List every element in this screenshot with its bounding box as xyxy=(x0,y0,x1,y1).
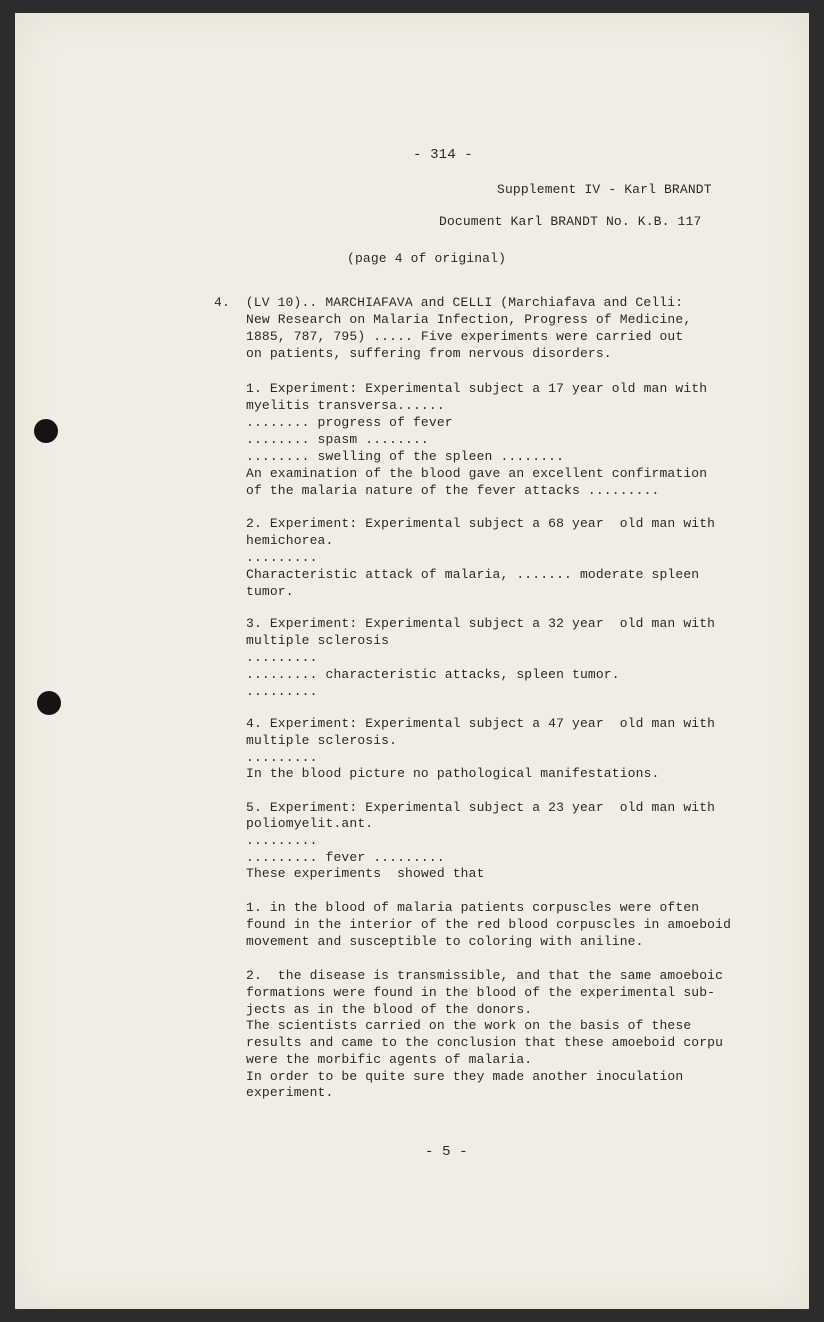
text-line: An examination of the blood gave an excellent confirmation xyxy=(246,466,708,481)
text-line: multiple sclerosis. xyxy=(246,733,398,748)
text-line: movement and susceptible to coloring with aniline. xyxy=(246,934,644,949)
text-line: tumor. xyxy=(246,584,294,599)
text-line: New Research on Malaria Infection, Progress of Medicine, xyxy=(246,312,692,327)
page-number-top: - 314 - xyxy=(413,147,473,163)
text-line: 1885, 787, 795) ..... Five experiments were carried out xyxy=(246,329,684,344)
text-line: were the morbific agents of malaria. xyxy=(246,1052,533,1067)
text-line: 4. Experiment: Experimental subject a 47 year old man with xyxy=(246,716,716,731)
text-line: poliomyelit.ant. xyxy=(246,816,374,831)
text-line: myelitis transversa...... xyxy=(246,398,445,413)
text-line: 1. Experiment: Experimental subject a 17 year old man with xyxy=(246,381,708,396)
text-line: 4. (LV 10).. MARCHIAFAVA and CELLI (Marchiafava and Celli: xyxy=(214,295,684,310)
text-line: 2. the disease is transmissible, and that the same amoeboic xyxy=(246,968,724,983)
text-line: In the blood picture no pathological manifestations. xyxy=(246,766,660,781)
text-line: ......... xyxy=(246,833,318,848)
text-line: ......... xyxy=(246,550,318,565)
text-line: In order to be quite sure they made another inoculation xyxy=(246,1069,684,1084)
text-line: ......... fever ......... xyxy=(246,850,445,865)
text-line: experiment. xyxy=(246,1085,334,1100)
text-line: Characteristic attack of malaria, ....... moderate spleen xyxy=(246,567,700,582)
punch-hole xyxy=(34,419,58,443)
punch-hole xyxy=(37,691,61,715)
text-line: 3. Experiment: Experimental subject a 32 year old man with xyxy=(246,616,716,631)
original-page-note: (page 4 of original) xyxy=(347,251,507,266)
text-line: 5. Experiment: Experimental subject a 23 year old man with xyxy=(246,800,716,815)
supplement-heading: Supplement IV - Karl BRANDT xyxy=(497,182,712,197)
text-line: formations were found in the blood of the experimental sub- xyxy=(246,985,716,1000)
text-line: hemichorea. xyxy=(246,533,334,548)
text-line: on patients, suffering from nervous disorders. xyxy=(246,346,612,361)
page-number-bottom: - 5 - xyxy=(425,1144,468,1160)
text-line: ........ spasm ........ xyxy=(246,432,429,447)
text-line: ......... xyxy=(246,750,318,765)
document-reference: Document Karl BRANDT No. K.B. 117 xyxy=(439,214,702,229)
text-line: ......... xyxy=(246,650,318,665)
text-line: ......... xyxy=(246,684,318,699)
text-line: of the malaria nature of the fever attacks ......... xyxy=(246,483,660,498)
text-line: found in the interior of the red blood corpuscles in amoeboid xyxy=(246,917,732,932)
text-line: ........ progress of fever xyxy=(246,415,453,430)
text-line: The scientists carried on the work on the basis of these xyxy=(246,1018,692,1033)
text-line: results and came to the conclusion that these amoeboid corpu xyxy=(246,1035,724,1050)
text-line: ......... characteristic attacks, spleen tumor. xyxy=(246,667,620,682)
text-line: jects as in the blood of the donors. xyxy=(246,1002,533,1017)
text-line: multiple sclerosis xyxy=(246,633,390,648)
text-line: ........ swelling of the spleen ........ xyxy=(246,449,565,464)
text-line: 1. in the blood of malaria patients corpuscles were often xyxy=(246,900,700,915)
text-line: These experiments showed that xyxy=(246,866,485,881)
text-line: 2. Experiment: Experimental subject a 68 year old man with xyxy=(246,516,716,531)
document-page xyxy=(15,13,809,1309)
